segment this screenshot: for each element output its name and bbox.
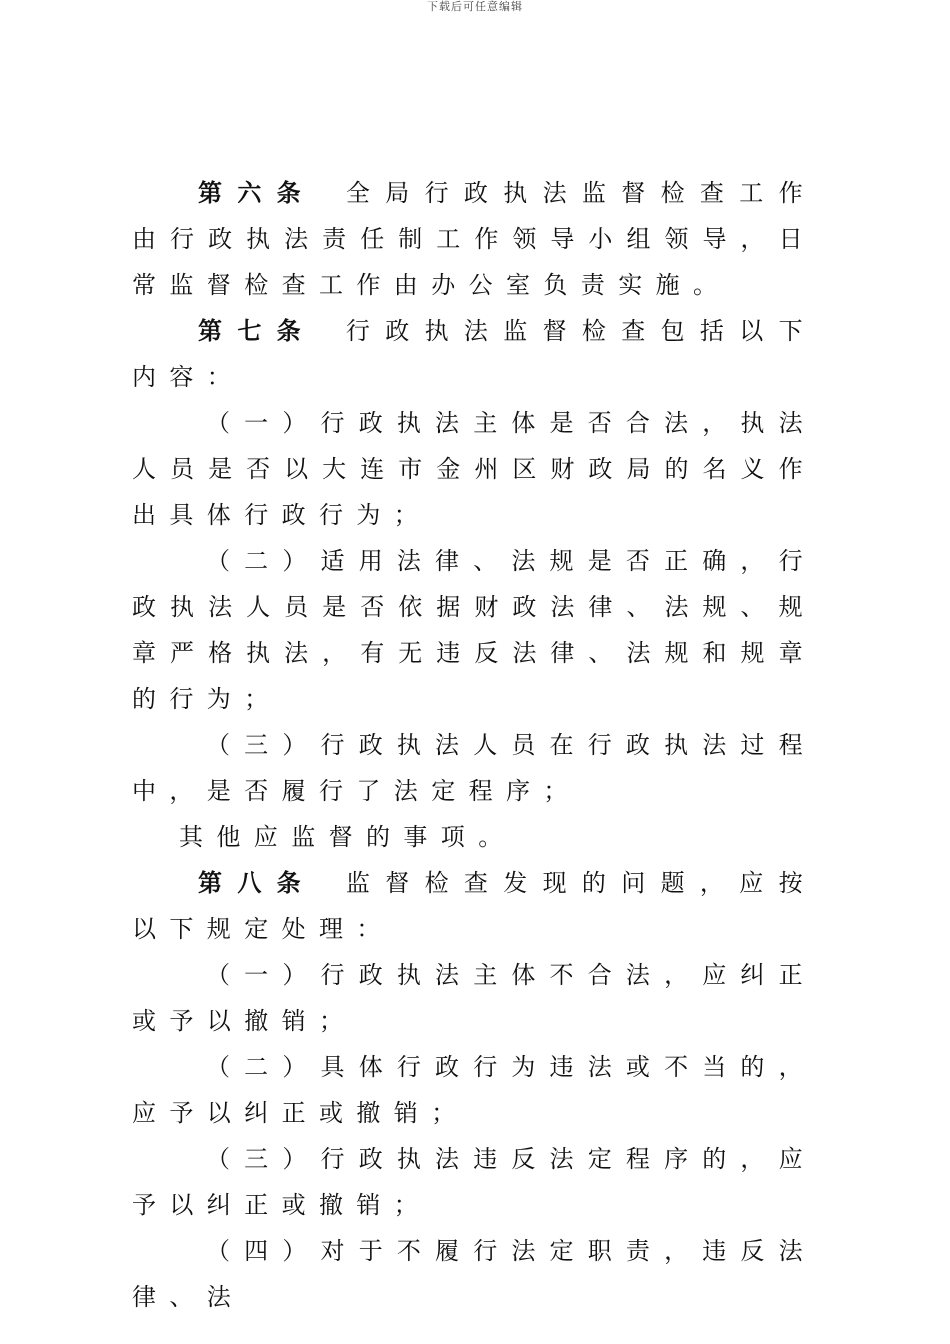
article-8 <box>132 860 816 952</box>
article-7-title: 第七条 <box>198 316 316 345</box>
article-8-item-2: （二）具体行政行为违法或不当的，应予以纠正或撤销； <box>132 1053 816 1127</box>
article-7-intro: 行政执法监督检查包括以下内容： <box>132 317 816 391</box>
article-8-title: 第八条 <box>198 868 316 897</box>
article-7 <box>132 308 816 400</box>
article-6-title: 第六条 <box>198 178 316 207</box>
article-8-item-3: （三）行政执法违反法定程序的，应予以纠正或撤销； <box>132 1145 816 1219</box>
article-8-item-4: （四）对于不履行法定职责，违反法律、法 <box>132 1237 816 1311</box>
page-header: 下载后可任意编辑 <box>427 0 523 13</box>
article-8-intro: 监督检查发现的问题，应按以下规定处理： <box>132 869 816 943</box>
article-8-item-1: （一）行政执法主体不合法，应纠正或予以撤销； <box>132 961 816 1035</box>
article-6 <box>132 170 816 308</box>
article-7-item-2: （二）适用法律、法规是否正确，行政执法人员是否依据财政法律、法规、规章严格执法，有无违反法律、法规和规章的行为； <box>132 547 816 713</box>
article-7-item-1: （一）行政执法主体是否合法，执法人员是否以大连市金州区财政局的名义作出具体行政行为； <box>132 409 816 529</box>
article-7-item-3: （三）行政执法人员在行政执法过程中，是否履行了法定程序； <box>132 731 816 805</box>
document-body <box>132 170 816 1320</box>
article-7-other: 其他应监督的事项。 <box>179 823 516 851</box>
article-6-body: 全局行政执法监督检查工作由行政执法责任制工作领导小组领导，日常监督检查工作由办公室负责实施。 <box>132 179 816 299</box>
